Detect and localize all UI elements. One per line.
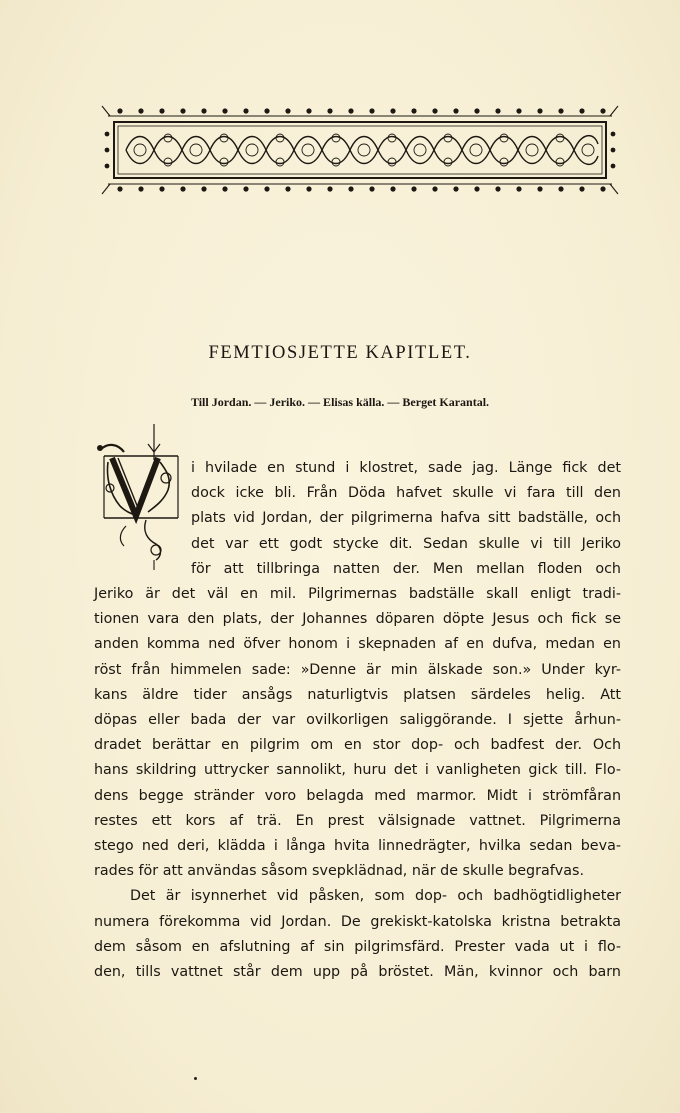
text-line: Jeriko är det väl en mil. Pilgrimernas badställe skall enligt tradi- xyxy=(94,586,621,603)
text-line: tionen vara den plats, der Johannes döparen döpte Jesus och fick se xyxy=(94,611,621,628)
decorative-header-ornament xyxy=(100,104,620,196)
text-line: döpas eller bada der var ovilkorligen saliggörande. I sjette århun- xyxy=(94,712,621,729)
chapter-title: FEMTIOSJETTE KAPITLET. xyxy=(208,343,472,363)
text-line: dens begge stränder voro belagda med marmor. Midt i strömfåran xyxy=(94,787,621,804)
text-line: numera förekomma vid Jordan. De grekiskt-katolska kristna betrakta xyxy=(94,913,621,930)
text-line: i hvilade en stund i klostret, sade jag. Länge fick det xyxy=(191,460,621,476)
text-line: plats vid Jordan, der pilgrimerna hafva sitt badställe, och xyxy=(191,510,621,527)
text-line: rades för att användas såsom svepklädnad, när de skulle begrafvas. xyxy=(94,863,585,880)
text-line: röst från himmelen sade: »Denne är min älskade son.» Under kyr- xyxy=(94,661,621,678)
text-line: för att tillbringa natten der. Men mellan floden och xyxy=(191,560,621,577)
text-line: dem såsom en afslutning af sin pilgrimsfärd. Prester vada ut i flo- xyxy=(94,938,621,955)
text-line: stego ned deri, klädda i långa hvita linnedrägter, hvilka sedan beva- xyxy=(94,838,621,855)
chapter-summary: Till Jordan. — Jeriko. — Elisas källa. — Berget Karantal. xyxy=(190,395,490,409)
text-line: dradet berättar en pilgrim om en stor dop- och badfest der. Och xyxy=(94,737,621,754)
text-line: Det är isynnerhet vid påsken, som dop- och badhögtidligheter xyxy=(130,888,621,905)
text-line: anden komma ned öfver honom i skepnaden af en dufva, medan en xyxy=(94,636,621,653)
chapter-body-text xyxy=(94,456,621,985)
text-line: dock icke bli. Från Döda hafvet skulle vi fara till den xyxy=(191,485,621,502)
text-line: kans äldre tider ansågs naturligtvis platsen särdeles helig. Att xyxy=(94,686,621,703)
text-line: restes ett kors af trä. En prest välsignade vattnet. Pilgrimerna xyxy=(94,812,621,829)
text-line: hans skildring uttrycker sannolikt, huru det i vanligheten gick till. Flo- xyxy=(94,762,621,779)
text-line: det var ett godt stycke dit. Sedan skulle vi till Jeriko xyxy=(191,535,621,552)
text-line: den, tills vattnet står dem upp på bröstet. Män, kvinnor och barn xyxy=(94,964,621,981)
print-speck xyxy=(194,1077,197,1080)
